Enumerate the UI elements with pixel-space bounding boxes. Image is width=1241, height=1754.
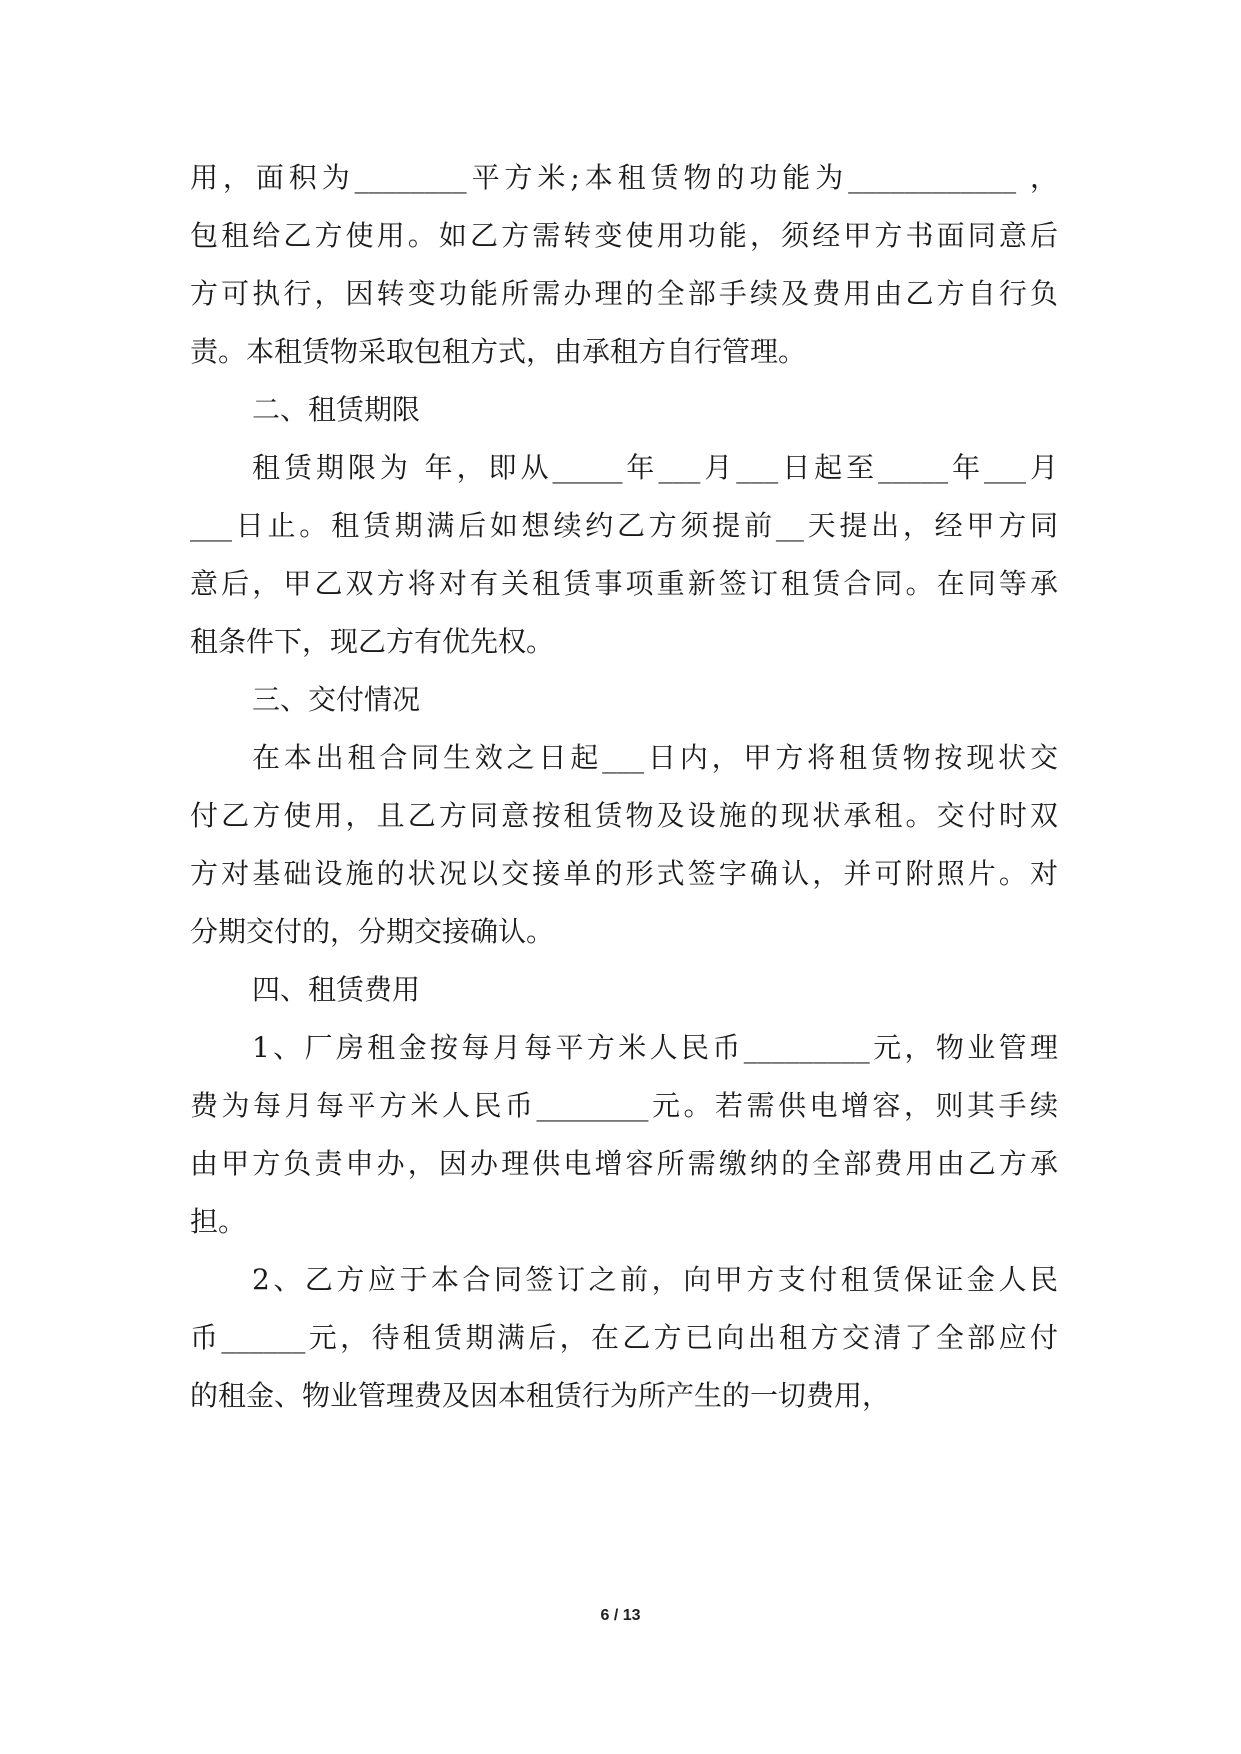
text-line: 的租金、物业管理费及因本租赁行为所产生的一切费用， [190, 1379, 891, 1412]
text-line: 意后，甲乙双方将对有关租赁事项重新签订租赁合同。在同等承 [190, 567, 1058, 600]
text-line: 在本出租合同生效之日起___日内，甲方将租赁物按现状交 [252, 741, 1058, 774]
text-line: 租条件下，现乙方有优先权。 [190, 625, 555, 658]
text-line: 担。 [190, 1205, 247, 1238]
text-line: 1、厂房租金按每月每平方米人民币_________元，物业管理 [252, 1031, 1058, 1064]
text-line: 包租给乙方使用。如乙方需转变使用功能，须经甲方书面同意后 [190, 219, 1058, 252]
text-line: 用，面积为________平方米;本租赁物的功能为____________ ， [190, 161, 1058, 194]
text-line: 付乙方使用，且乙方同意按租赁物及设施的现状承租。交付时双 [190, 799, 1058, 832]
text-line: 租赁期限为 年，即从_____年___月___日起至_____年___月 [252, 451, 1058, 484]
page-number: 6 / 13 [600, 1607, 641, 1624]
text-line: 2、乙方应于本合同签订之前，向甲方支付租赁保证金人民 [252, 1263, 1058, 1296]
text-line: ___日止。租赁期满后如想续约乙方须提前__天提出，经甲方同 [190, 509, 1058, 542]
text-line: 责。本租赁物采取包租方式，由承租方自行管理。 [190, 335, 807, 368]
text-line: 方可执行，因转变功能所需办理的全部手续及费用由乙方自行负 [190, 277, 1058, 310]
section-heading: 三、交付情况 [252, 683, 421, 716]
text-line: 费为每月每平方米人民币________元。若需供电增容，则其手续 [190, 1089, 1058, 1122]
text-line: 由甲方负责申办，因办理供电增容所需缴纳的全部费用由乙方承 [190, 1147, 1058, 1180]
section-heading: 四、租赁费用 [252, 973, 421, 1006]
section-heading: 二、租赁期限 [252, 393, 421, 426]
text-line: 方对基础设施的状况以交接单的形式签字确认，并可附照片。对 [190, 857, 1058, 890]
text-line: 币______元，待租赁期满后，在乙方已向出租方交清了全部应付 [190, 1321, 1058, 1354]
text-line: 分期交付的，分期交接确认。 [190, 915, 555, 948]
